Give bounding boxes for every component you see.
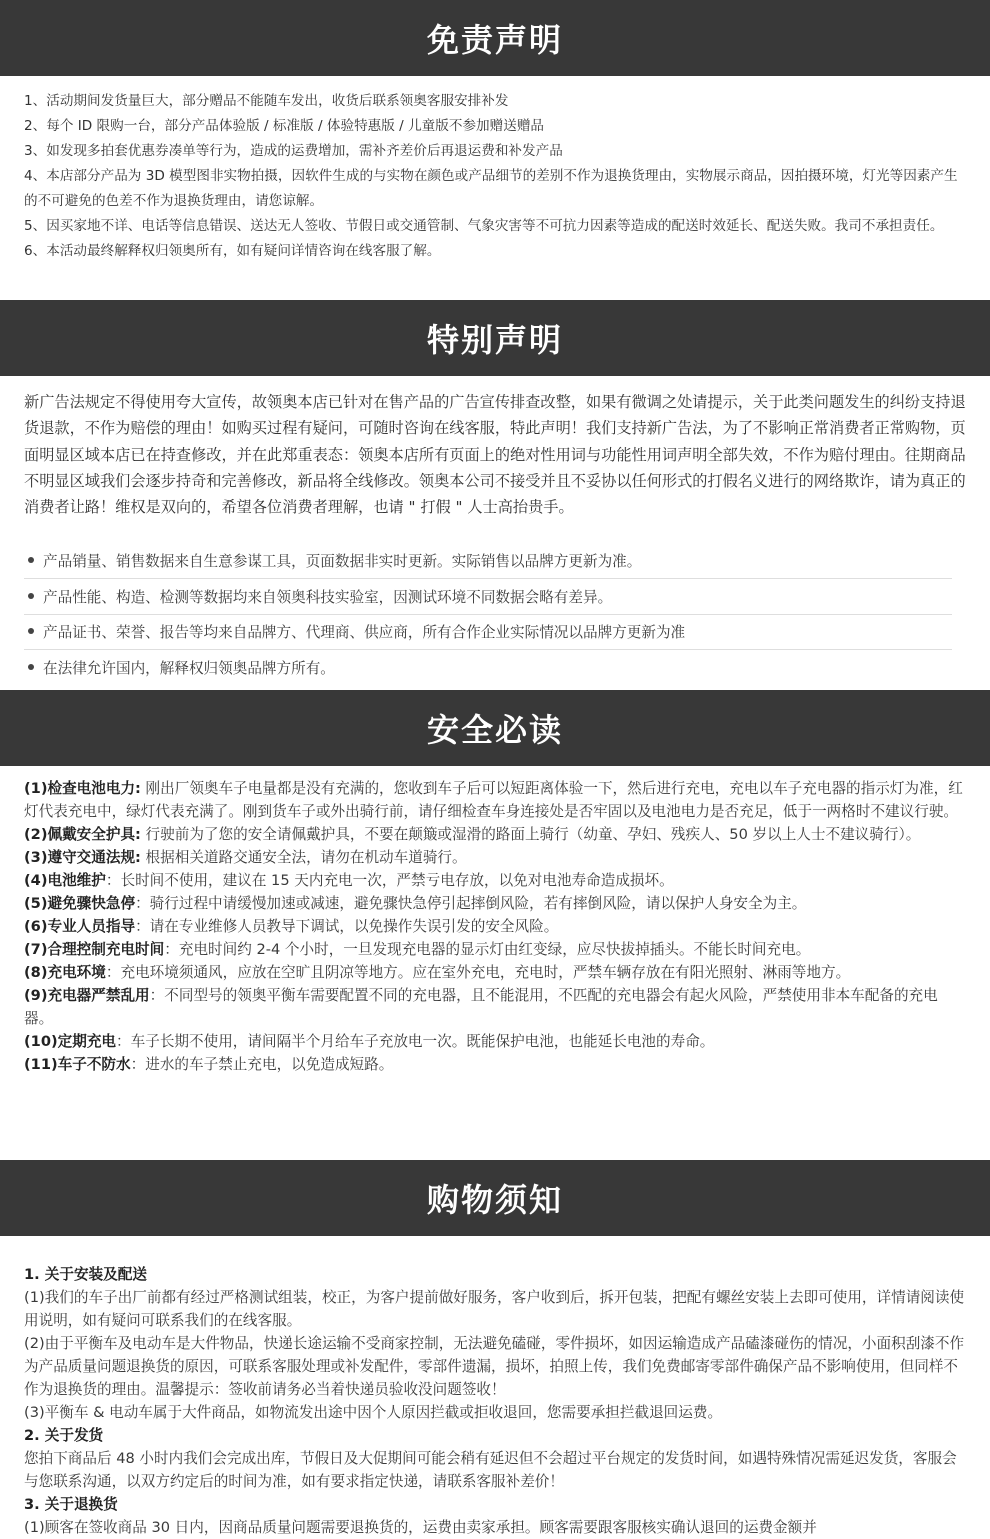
safety-item: (8)充电环境：充电环境须通风，应放在空旷且阴凉等地方。应在室外充电，充电时，严禁车辆存放在有阳光照射、淋雨等地方。 xyxy=(24,964,851,981)
special-title: 特别声明 xyxy=(426,321,563,359)
special-paragraph: 新广告法规定不得使用夸大宣传，故领奥本店已针对在售产品的广告宣传排查改整，如果有微调之处请提示，关于此类问题发生的纠纷支持退货退款，不作为赔偿的理由！如购买过程有疑问，可随时咨询在线客服，特此声明！我们支持新广告法，为了不影响正常消费者正常购物，页面明显区域本店已在持查修改，并在此郑重表态：领奥本店所有页面上的绝对性用词与功能性用词声明全部失效，不作为赔付理由。往期商品不明显区域我们会逐步持奇和完善修改，新品将全线修改。领奥本公司不接受并且不妥协以任何形式的打假名义进行的网络欺诈，请为真正的消费者让路！维权是双向的，希望各位消费者理解，也请 " 打假 " 人士高抬贵手。 xyxy=(24,393,966,517)
safety-item: (11)车子不防水：进水的车子禁止充电，以免造成短路。 xyxy=(24,1056,394,1073)
safety-item: (9)充电器严禁乱用：不同型号的领奥平衡车需要配置不同的充电器，且不能混用，不匹配的充电器会有起火风险，严禁使用非本车配备的充电器。 xyxy=(24,987,938,1027)
shopping-paragraph: (3)平衡车 & 电动车属于大件商品，如物流发出途中因个人原因拦截或拒收退回，您需要承担拦截退回运费。 xyxy=(24,1404,723,1421)
safety-item: (1)检查电池电力: 刚出厂领奥车子电量都是没有充满的，您收到车子后可以短距离体验一下，然后进行充电，充电以车子充电器的指示灯为准，红灯代表充电中，绿灯代表充满了。刚到货车子或外出骑行前，请仔细检查车身连接处是否牢固以及电池电力是否充足，低于一两格时不建议行驶。 xyxy=(24,780,963,820)
bullet-dot-icon xyxy=(28,593,34,599)
shopping-paragraph: (2)由于平衡车及电动车是大件物品，快递长途运输不受商家控制，无法避免磕碰，零件损坏，如因运输造成产品磕漆碰伤的情况，小面积刮漆不作为产品质量问题退换货的原因，可联系客服处理或补发配件，零部件遗漏，损坏，拍照上传，我们免费邮寄零部件确保产品不影响使用，但同样不作为退换货的理由。温馨提示：签收前请务必当着快递员验收没问题签收！ xyxy=(24,1335,965,1398)
special-bullet-text: 产品证书、荣誉、报告等均来自品牌方、代理商、供应商，所有合作企业实际情况以品牌方更新为准 xyxy=(43,623,686,641)
bullet-dot-icon xyxy=(28,664,34,670)
disclaimer-item: 1、活动期间发货量巨大，部分赠品不能随车发出，收货后联系领奥客服安排补发 xyxy=(24,93,509,109)
shopping-body xyxy=(24,1263,966,1539)
bullet-dot-icon xyxy=(28,557,34,563)
special-banner xyxy=(0,300,990,376)
disclaimer-item: 2、每个 ID 限购一台，部分产品体验版 / 标准版 / 体验特惠版 / 儿童版不参加赠送赠品 xyxy=(24,118,545,134)
safety-item: (2)佩戴安全护具: 行驶前为了您的安全请佩戴护具，不要在颠簸或湿滑的路面上骑行（幼童、孕妇、残疾人、50 岁以上人士不建议骑行）。 xyxy=(24,826,921,843)
shopping-heading: 2. 关于发货 xyxy=(24,1427,104,1444)
disclaimer-item: 6、本活动最终解释权归领奥所有，如有疑问详情咨询在线客服了解。 xyxy=(24,243,441,259)
safety-title: 安全必读 xyxy=(426,711,563,749)
special-bullet-text: 产品性能、构造、检测等数据均来自领奥科技实验室，因测试环境不同数据会略有差异。 xyxy=(43,588,613,606)
shopping-banner xyxy=(0,1160,990,1236)
special-bullet-text: 在法律允许国内，解释权归领奥品牌方所有。 xyxy=(43,659,335,677)
special-bullet xyxy=(24,542,952,579)
safety-banner xyxy=(0,690,990,766)
safety-item: (10)定期充电：车子长期不使用，请间隔半个月给车子充放电一次。既能保护电池，也能延长电池的寿命。 xyxy=(24,1033,715,1050)
bullet-dot-icon xyxy=(28,628,34,634)
special-bullet xyxy=(24,613,952,650)
shopping-paragraph: 您拍下商品后 48 小时内我们会完成出库，节假日及大促期间可能会稍有延迟但不会超过平台规定的发货时间，如遇特殊情况需延迟发货，客服会与您联系沟通，以双方约定后的时间为准，如有要求指定快递，请联系客服补差价！ xyxy=(24,1450,957,1490)
safety-list xyxy=(24,777,966,1076)
special-body xyxy=(24,389,966,520)
disclaimer-item: 3、如发现多拍套优惠券凑单等行为，造成的运费增加，需补齐差价后再退运费和补发产品 xyxy=(24,143,563,159)
shopping-heading: 1. 关于安装及配送 xyxy=(24,1266,147,1283)
safety-item: (4)电池维护：长时间不使用，建议在 15 天内充电一次，严禁亏电存放，以免对电池寿命造成损坏。 xyxy=(24,872,674,889)
disclaimer-title: 免责声明 xyxy=(426,21,563,59)
disclaimer-list xyxy=(24,89,966,264)
safety-item: (6)专业人员指导：请在专业维修人员教导下调试，以免操作失误引发的安全风险。 xyxy=(24,918,559,935)
disclaimer-banner xyxy=(0,0,990,76)
shopping-title: 购物须知 xyxy=(426,1181,563,1219)
safety-item: (7)合理控制充电时间：充电时间约 2-4 个小时，一旦发现充电器的显示灯由红变绿，应尽快拔掉插头。不能长时间充电。 xyxy=(24,941,811,958)
shopping-paragraph: (1)我们的车子出厂前都有经过严格测试组装，校正，为客户提前做好服务，客户收到后，拆开包装，把配有螺丝安装上去即可使用，详情请阅读使用说明，如有疑问可联系我们的在线客服。 xyxy=(24,1289,965,1329)
safety-item: (5)避免骤快急停：骑行过程中请缓慢加速或减速，避免骤快急停引起摔倒风险，若有摔倒风险，请以保护人身安全为主。 xyxy=(24,895,807,912)
safety-item: (3)遵守交通法规: 根据相关道路交通安全法，请勿在机动车道骑行。 xyxy=(24,849,467,866)
shopping-paragraph: (1)顾客在签收商品 30 日内，因商品质量问题需要退换货的，运费由卖家承担。顾客需要跟客服核实确认退回的运费金额并 xyxy=(24,1519,817,1536)
special-bullet-text: 产品销量、销售数据来自生意参谋工具，页面数据非实时更新。实际销售以品牌方更新为准。 xyxy=(43,552,642,570)
special-bullet xyxy=(24,649,952,685)
disclaimer-item: 5、因买家地不详、电话等信息错误、送达无人签收、节假日或交通管制、气象灾害等不可抗力因素等造成的配送时效延长、配送失败。我司不承担责任。 xyxy=(24,218,944,234)
shopping-heading: 3. 关于退换货 xyxy=(24,1496,118,1513)
special-bullet xyxy=(24,578,952,615)
disclaimer-item: 4、本店部分产品为 3D 模型图非实物拍摄，因软件生成的与实物在颜色或产品细节的差别不作为退换货理由，实物展示商品，因拍摄环境，灯光等因素产生的不可避免的色差不作为退换货理由，请您谅解。 xyxy=(24,168,958,209)
